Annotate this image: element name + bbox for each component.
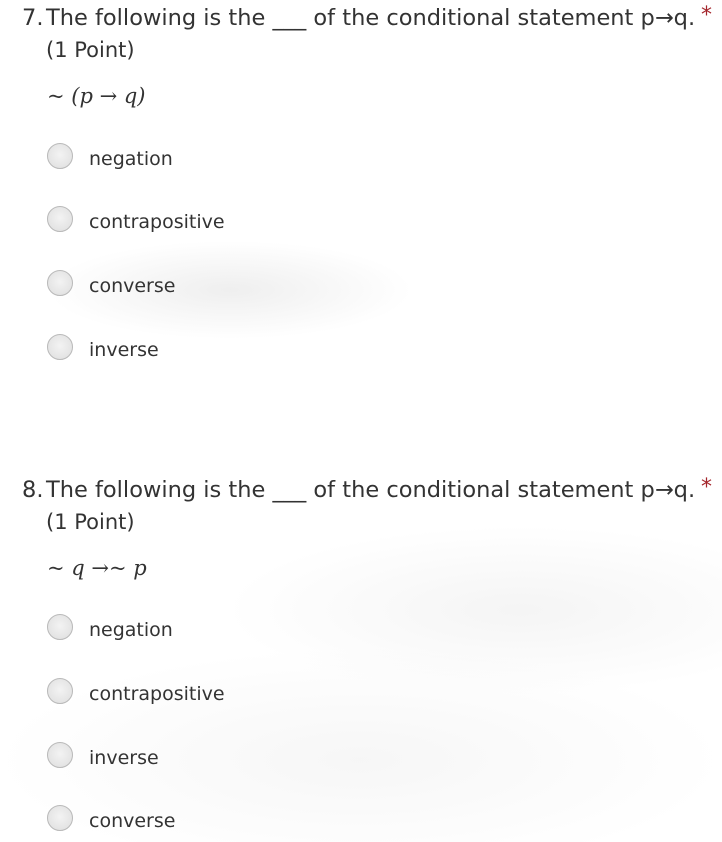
option-inverse[interactable] [47, 334, 347, 366]
radio-button[interactable] [47, 270, 73, 296]
radio-button[interactable] [47, 678, 73, 704]
question-formula: ~ (p → q) [47, 84, 146, 108]
option-label: contrapositive [89, 683, 225, 705]
required-marker: * [701, 3, 712, 28]
radio-button[interactable] [47, 614, 73, 640]
option-label: negation [89, 148, 173, 170]
option-converse[interactable] [47, 805, 347, 837]
option-contrapositive[interactable] [47, 206, 347, 238]
radio-button[interactable] [47, 334, 73, 360]
option-converse[interactable] [47, 270, 347, 302]
option-label: converse [89, 810, 176, 832]
option-contrapositive[interactable] [47, 678, 347, 710]
radio-button[interactable] [47, 805, 73, 831]
radio-button[interactable] [47, 206, 73, 232]
question-number: 8. [22, 477, 44, 503]
question-formula: ~ q →~ p [47, 556, 147, 580]
question-points: (1 Point) [46, 510, 135, 534]
radio-button[interactable] [47, 742, 73, 768]
option-negation[interactable] [47, 614, 347, 646]
question-title: The following is the ___ of the conditional statement p→q. [46, 477, 696, 503]
question-title: The following is the ___ of the conditional statement p→q. [46, 5, 696, 31]
question-header [0, 0, 722, 66]
option-inverse[interactable] [47, 742, 347, 774]
option-label: contrapositive [89, 211, 225, 233]
required-marker: * [701, 475, 712, 500]
option-negation[interactable] [47, 143, 347, 175]
option-label: converse [89, 275, 176, 297]
question-number: 7. [22, 5, 44, 31]
option-label: negation [89, 619, 173, 641]
question-7 [0, 0, 722, 361]
question-points: (1 Point) [46, 38, 135, 62]
question-header [0, 472, 722, 538]
radio-button[interactable] [47, 143, 73, 169]
question-8 [0, 472, 722, 832]
option-label: inverse [89, 747, 159, 769]
option-label: inverse [89, 339, 159, 361]
